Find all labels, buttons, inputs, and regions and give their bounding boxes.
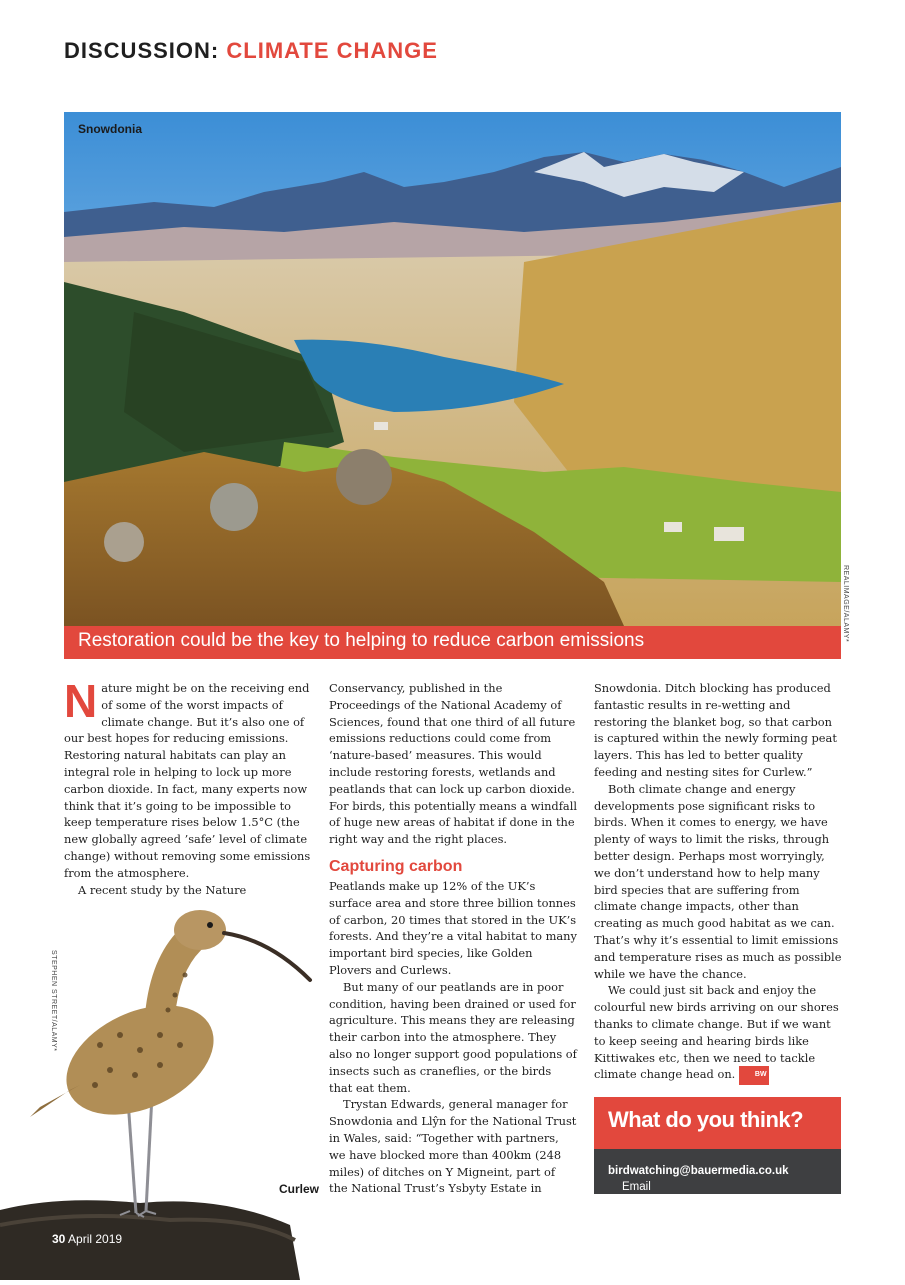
feedback-box-header <box>594 1097 841 1149</box>
snowdonia-photo <box>64 112 841 626</box>
photo-credit: REALIMAGE/ALAMY* <box>842 565 849 643</box>
page-folio <box>52 1232 122 1246</box>
section-label: DISCUSSION: <box>64 38 220 63</box>
photo-caption: Restoration could be the key to helping to reduce carbon emissions <box>78 630 645 651</box>
feedback-email-line <box>608 1165 789 1193</box>
article-column-3 <box>594 680 842 1085</box>
subheading: Capturing carbon <box>329 857 463 875</box>
photo-caption-bar <box>64 626 841 659</box>
paragraph: Peatlands make up 12% of the UK’s surface area and store three billion tonnes of carbon, 20 times that stored in the UK’s forests. And they’re a vital habitat to many important bird species, like Golden Plovers and Curlews. <box>329 878 577 977</box>
paragraph: Conservancy, published in the Proceedings of the National Academy of Sciences, found that one third of all future emissions reductions could come from ‘nature-based’ measures. This would include restoring forests, wetlands and peatlands that can lock up carbon dioxide. For birds, this potentially means a windfall of huge new areas of habitat if done in the right way and the right places. <box>329 681 578 847</box>
curlew-photo-credit: STEPHEN STREET/ALAMY* <box>50 950 57 1052</box>
photo-location-label: Snowdonia <box>78 122 142 136</box>
article-column-1 <box>64 675 312 898</box>
email-prefix: Email <box>622 1181 651 1193</box>
curlew-photo <box>0 895 320 1280</box>
feedback-box-body <box>594 1149 841 1194</box>
section-header <box>64 38 438 64</box>
landscape-illustration <box>64 112 841 626</box>
paragraph: But many of our peatlands are in poor condition, having been drained or used for agriculture. This means they are releasing their carbon into the atmosphere. They also no longer support good populations of insects such as craneflies, or the birds that eat them. <box>329 979 577 1095</box>
curlew-caption: Curlew <box>279 1182 320 1196</box>
paragraph: A recent study by the Nature <box>78 882 247 897</box>
drop-cap: N <box>64 675 98 727</box>
paragraph: We could just sit back and enjoy the colourful new birds arriving on our shores thanks to climate change. But if we want to keep seeing and hearing birds like Kittiwakes etc, then we need to tackle climate change head on. <box>594 983 839 1082</box>
paragraph: ature might be on the receiving end of some of the worst impacts of climate change. But it’s also one of our best hopes for reducing emissions. Restoring natural habitats can play an integral role in helping to lock up more carbon dioxide. In fact, many experts now think that it’s going to be impossible to keep temperature rises below 1.5°C (the new globally agreed ’safe’ level of climate change) without removing some emissions from the atmosphere. <box>64 681 311 880</box>
curlew-illustration <box>0 895 320 1280</box>
issue-date: April 2019 <box>68 1232 123 1246</box>
paragraph: Snowdonia. Ditch blocking has produced fantastic results in re-wetting and restoring the blanket bog, so that carbon is captured within the newly forming peat layers. This has led to better quality feeding and nesting sites for Curlew.” <box>594 681 837 779</box>
email-link[interactable]: birdwatching@bauermedia.co.uk <box>608 1165 789 1177</box>
article-column-2 <box>329 680 577 1197</box>
section-topic: CLIMATE CHANGE <box>226 38 438 63</box>
end-mark: BW <box>739 1066 769 1085</box>
paragraph: Both climate change and energy developments pose significant risks to birds. When it comes to energy, we have plenty of ways to limit the risks, through better design. Perhaps most worryingly, we don’t understand how to help many bird species that are suffering from climate change impacts, other than creating as much good habitat as we can. That’s why it’s essential to limit emissions and temperature rises as much as possible while we have the chance. <box>594 781 842 981</box>
feedback-title: What do you think? <box>608 1107 804 1132</box>
page-number: 30 <box>52 1232 66 1246</box>
paragraph: Trystan Edwards, general manager for Snowdonia and Llŷn for the National Trust in Wales, said: “Together with partners, we have blocked more than 400km (248 miles) of ditches on Y Migneint, part of the National Trust’s Ysbyty Estate in <box>329 1097 577 1196</box>
